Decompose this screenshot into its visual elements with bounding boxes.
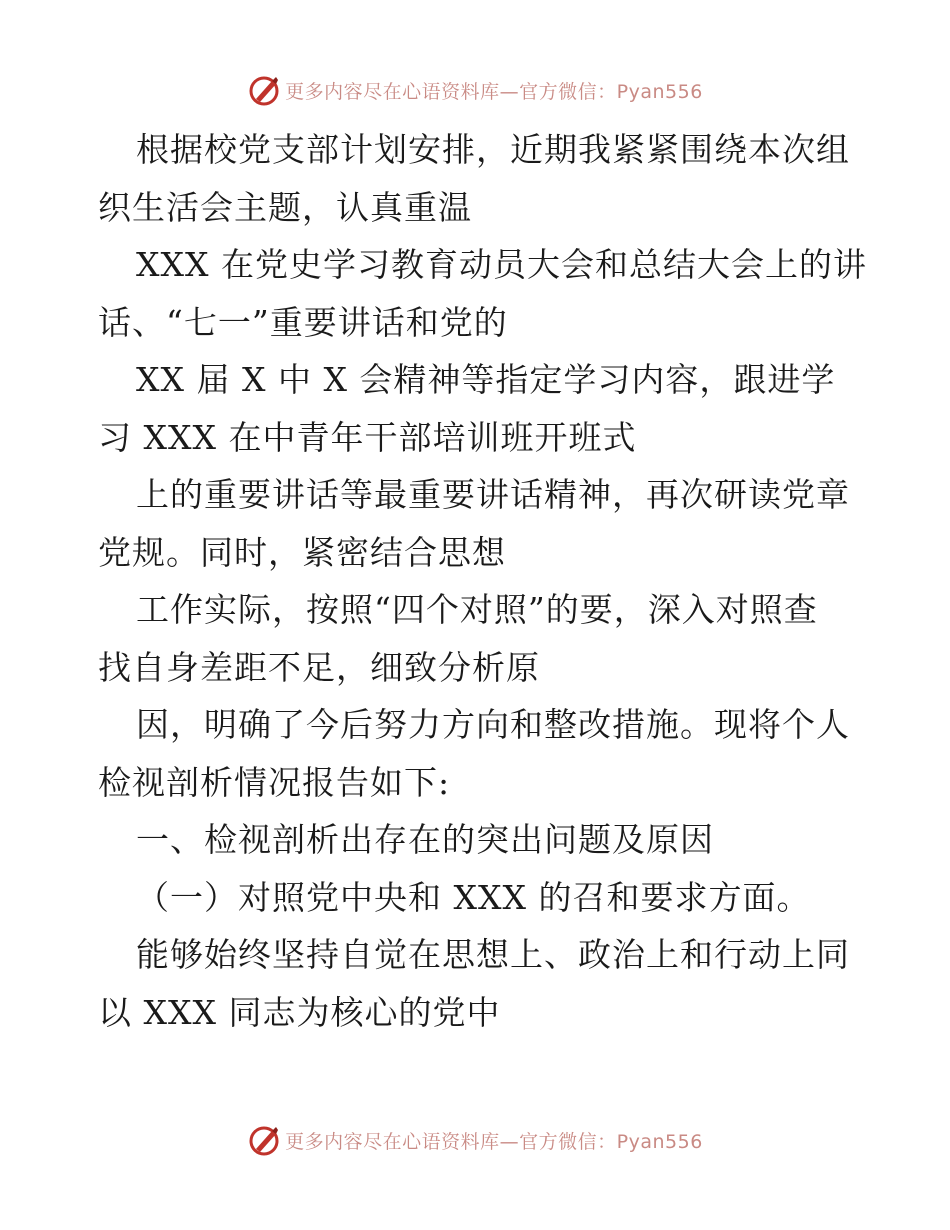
red-circle-pen-logo-icon bbox=[247, 73, 281, 107]
footer-watermark bbox=[0, 1120, 950, 1160]
body-line: 上的重要讲话等最重要讲话精神，再次研读党章 bbox=[136, 475, 850, 514]
header-watermark bbox=[0, 70, 950, 110]
body-line: 织生活会主题，认真重温 bbox=[98, 187, 472, 227]
body-line: 话、“七一”重要讲话和党的 bbox=[98, 302, 508, 342]
body-line: 习 XXX 在中青年干部培训班开班式 bbox=[98, 417, 637, 457]
body-line: 党规。同时，紧密结合思想 bbox=[98, 532, 506, 572]
body-line: 工作实际，按照“四个对照”的要，深入对照查 bbox=[136, 590, 818, 629]
footer-watermark-text: 更多内容尽在心语资料库—官方微信：Pyan556 bbox=[285, 1130, 703, 1153]
body-line: 根据校党支部计划安排，近期我紧紧围绕本次组 bbox=[136, 130, 850, 169]
header-watermark-text: 更多内容尽在心语资料库—官方微信：Pyan556 bbox=[285, 80, 703, 103]
body-line: 能够始终坚持自觉在思想上、政治上和行动上同 bbox=[136, 935, 850, 974]
document-body bbox=[98, 121, 867, 1041]
red-circle-pen-logo-icon bbox=[247, 1123, 281, 1157]
subsection-heading: （一）对照党中央和 XXX 的召和要求方面。 bbox=[136, 877, 811, 917]
section-heading: 一、检视剖析出存在的突出问题及原因 bbox=[136, 820, 714, 859]
body-line: 以 XXX 同志为核心的党中 bbox=[98, 992, 501, 1032]
body-line: 找自身差距不足，细致分析原 bbox=[98, 647, 540, 687]
body-line: XXX 在党史学习教育动员大会和总结大会上的讲 bbox=[136, 245, 867, 284]
body-line: XX 届 X 中 X 会精神等指定学习内容，跟进学 bbox=[136, 360, 836, 399]
body-line: 检视剖析情况报告如下: bbox=[98, 762, 451, 802]
body-line: 因，明确了今后努力方向和整改措施。现将个人 bbox=[136, 705, 850, 744]
